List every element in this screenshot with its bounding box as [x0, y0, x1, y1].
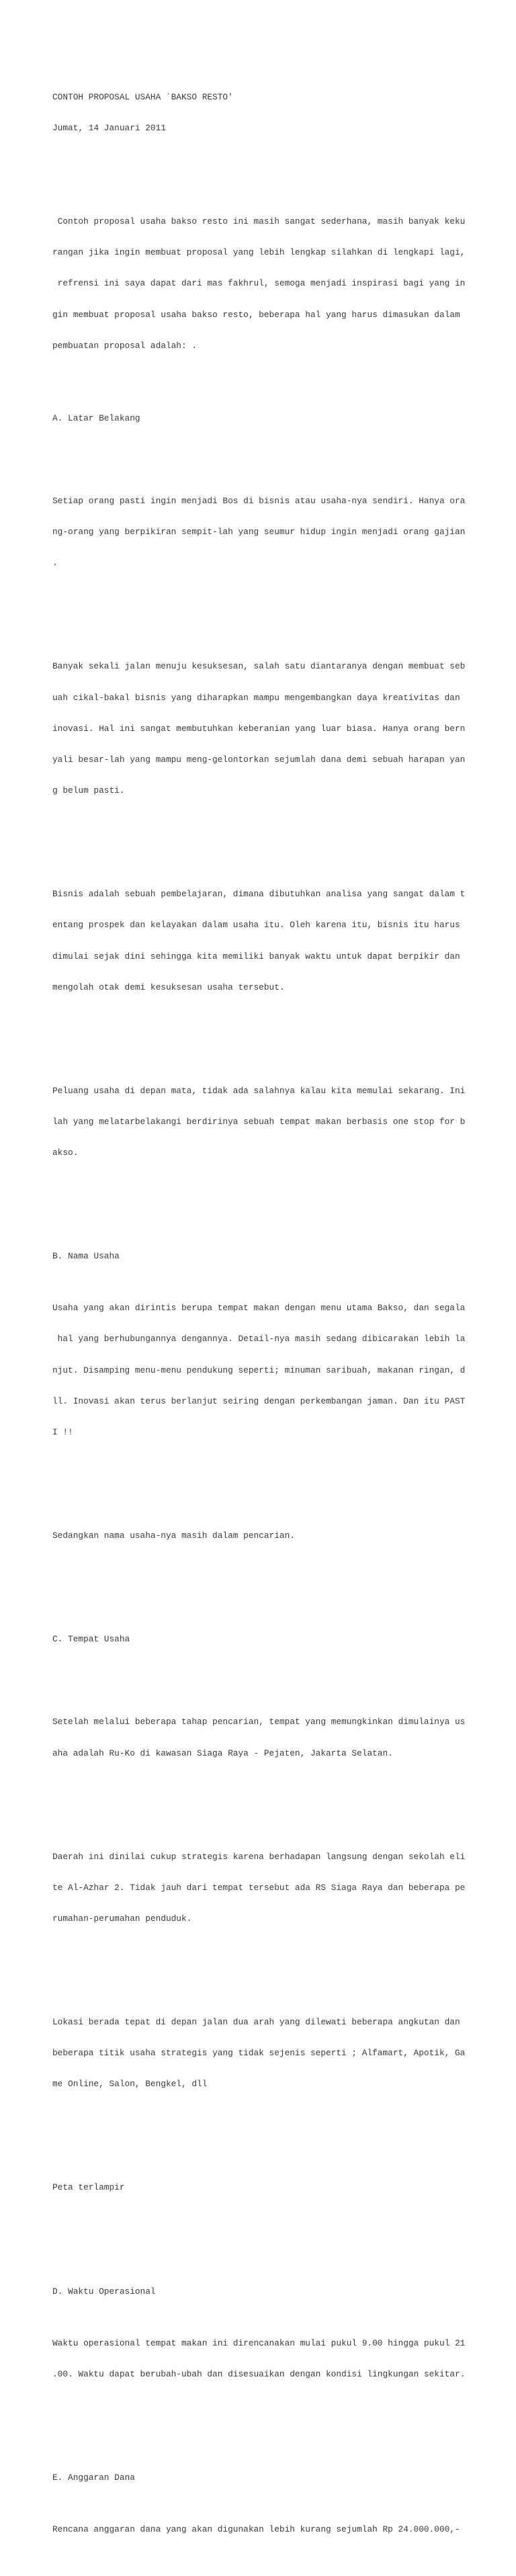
document-page — [52, 61, 509, 2576]
text-line: .00. Waktu dapat berubah-ubah dan disesuaikan dengan kondisi lingkungan sekitar. — [52, 2368, 466, 2379]
text-line: Sedangkan nama usaha-nya masih dalam pencarian. — [52, 1531, 295, 1541]
spacer — [52, 609, 509, 619]
section-a-paragraph-4 — [52, 1065, 509, 1178]
section-a-paragraph-1 — [52, 475, 509, 589]
text-line: beberapa titik usaha strategis yang tidak sejenis seperti ; Alfamart, Apotik, Ga — [52, 2048, 466, 2059]
spacer — [52, 1479, 509, 1489]
intro-paragraph — [52, 196, 509, 372]
section-c-paragraph-4 — [52, 2162, 509, 2214]
spacer — [52, 1034, 509, 1044]
text-line: Waktu operasional tempat makan ini direncanakan mulai pukul 9.00 hingga pukul 21 — [52, 2337, 466, 2348]
text-line: mengolah otak demi kesuksesan usaha tersebut. — [52, 982, 285, 992]
text-line: Rencana anggaran dana yang akan digunakan lebih kurang sejumlah Rp 24.000.000,- — [52, 2524, 460, 2534]
spacer — [52, 837, 509, 847]
text-line: uah cikal-bakal bisnis yang diharapkan mampu mengembangkan daya kreativitas dan — [52, 692, 460, 703]
text-line: lah yang melatarbelakangi berdirinya sebuah tempat makan berbasis one stop for b — [52, 1117, 466, 1127]
text-line: Peta terlampir — [52, 2182, 125, 2193]
section-b-heading: B. Nama Usaha — [52, 1251, 120, 1262]
text-line: te Al-Azhar 2. Tidak jauh dari tempat tersebut ada RS Siaga Raya dan beberapa pe — [52, 1882, 466, 1893]
section-d-paragraph-1 — [52, 2317, 509, 2400]
text-line: dimulai sejak dini sehingga kita memiliki banyak waktu untuk dapat berpikir dan — [52, 951, 460, 961]
spacer — [52, 2421, 509, 2431]
text-line: aha adalah Ru-Ko di kawasan Siaga Raya - Pejaten, Jakarta Selatan. — [52, 1748, 393, 1758]
spacer — [52, 2131, 509, 2141]
text-line: Usaha yang akan dirintis berupa tempat makan dengan menu utama Bakso, dan segala — [52, 1303, 466, 1314]
text-line: Setiap orang pasti ingin menjadi Bos di bisnis atau usaha-nya sendiri. Hanya ora — [52, 495, 466, 506]
spacer — [52, 1965, 509, 1975]
section-a-heading: A. Latar Belakang — [52, 413, 140, 423]
spacer — [52, 1199, 509, 1209]
text-line: Contoh proposal usaha bakso resto ini masih sangat sederhana, masih banyak keku — [52, 216, 466, 227]
section-a-paragraph-3 — [52, 868, 509, 1013]
text-line: ll. Inovasi akan terus berlanjut seiring dengan perkembangan jaman. Dan itu PAST — [52, 1396, 466, 1406]
text-line: rangan jika ingin membuat proposal yang lebih lengkap silahkan di lengkapi lagi, — [52, 247, 466, 258]
text-line: Bisnis adalah sebuah pembelajaran, dimana dibutuhkan analisa yang sangat dalam t — [52, 889, 466, 900]
text-line: me Online, Salon, Bengkel, dll — [52, 2079, 208, 2090]
spacer — [52, 1665, 509, 1675]
text-line: yali besar-lah yang mampu meng-gelontorkan sejumlah dana demi sebuah harapan yan — [52, 754, 466, 765]
section-c-paragraph-3 — [52, 1996, 509, 2110]
text-line: Daerah ini dinilai cukup strategis karena berhadapan langsung dengan sekolah eli — [52, 1851, 466, 1862]
text-line: g belum pasti. — [52, 785, 125, 796]
document-date: Jumat, 14 Januari 2011 — [52, 123, 166, 134]
section-a-paragraph-2 — [52, 641, 509, 817]
section-c-paragraph-1 — [52, 1697, 509, 1779]
text-line: Banyak sekali jalan menuju kesuksesan, salah satu diantaranya dengan membuat seb — [52, 661, 466, 672]
text-line: ng-orang yang berpikiran sempit-lah yang seumur hidup ingin menjadi orang gajian — [52, 527, 466, 538]
text-line: gin membuat proposal usaha bakso resto, beberapa hal yang harus dimasukan dalam — [52, 309, 460, 320]
section-d-heading: D. Waktu Operasional — [52, 2286, 156, 2296]
text-line: I !! — [52, 1427, 73, 1438]
spacer — [52, 1800, 509, 1810]
spacer — [52, 155, 509, 165]
text-line: Peluang usaha di depan mata, tidak ada salahnya kalau kita memulai sekarang. Ini — [52, 1085, 466, 1096]
text-line: hal yang berhubungannya dengannya. Detail-nya masih sedang dibicarakan lebih la — [52, 1334, 466, 1344]
text-line: refrensi ini saya dapat dari mas fakhrul, semoga menjadi inspirasi bagi yang in — [52, 278, 466, 289]
text-line: akso. — [52, 1148, 79, 1158]
section-b-paragraph-1 — [52, 1282, 509, 1458]
section-e-heading: E. Anggaran Dana — [52, 2472, 135, 2483]
spacer — [52, 1582, 509, 1592]
section-c-heading: C. Tempat Usaha — [52, 1634, 130, 1645]
text-line: entang prospek dan kelayakan dalam usaha itu. Oleh karena itu, bisnis itu harus — [52, 920, 460, 931]
text-line: Lokasi berada tepat di depan jalan dua arah yang dilewati beberapa angkutan dan — [52, 2017, 460, 2028]
text-line: . — [52, 558, 58, 568]
spacer — [52, 2235, 509, 2245]
section-e-paragraph-1 — [52, 2503, 509, 2555]
text-line: Setelah melalui beberapa tahap pencarian, tempat yang memungkinkan dimulainya us — [52, 1717, 466, 1727]
text-line: inovasi. Hal ini sangat membutuhkan keberanian yang luar biasa. Hanya orang bern — [52, 723, 466, 734]
section-c-paragraph-2 — [52, 1831, 509, 1944]
spacer — [52, 444, 509, 454]
text-line: njut. Disamping menu-menu pendukung seperti; minuman saribuah, makanan ringan, d — [52, 1365, 466, 1375]
text-line: rumahan-perumahan penduduk. — [52, 1914, 192, 1924]
text-line: pembuatan proposal adalah: . — [52, 340, 198, 351]
document-title: CONTOH PROPOSAL USAHA `BAKSO RESTO' — [52, 92, 233, 103]
section-b-paragraph-2 — [52, 1510, 509, 1561]
